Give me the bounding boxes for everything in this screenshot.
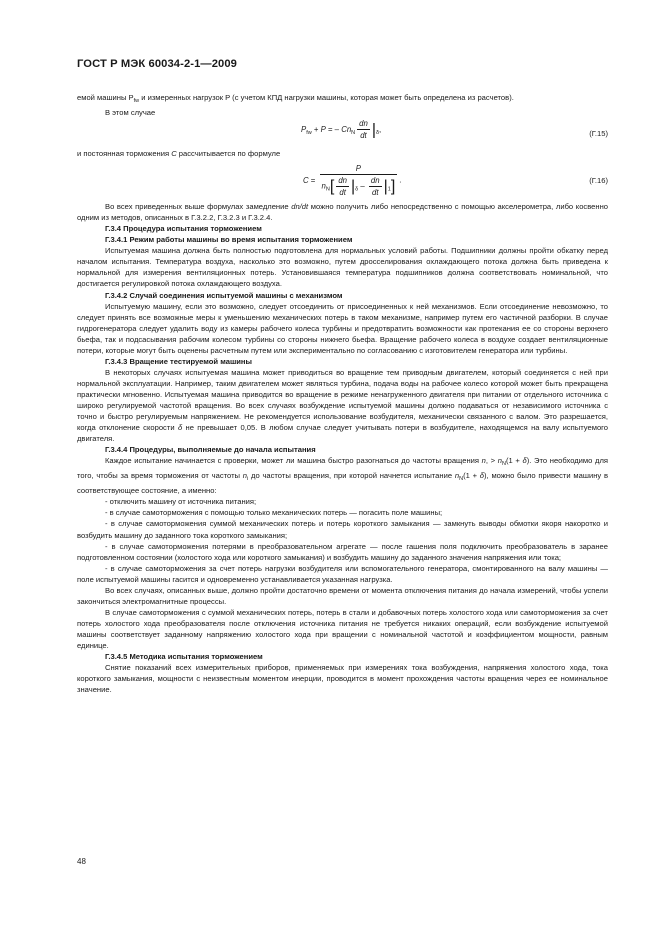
paragraph: Испытуемую машину, если это возможно, следует отсоединить от присоединенных к ней механизмов. Если отсоединение невозможно, то следует принять все возможные меры к уменьшению механических потерь в таком механизме, например путем его частичной разборки. В случае гидрогенератора следует удалить воду из камеры рабочего колеса турбины и предотвратить возможности как протекания ее со стороны верхнего бьефа, так и подсасывания рабочим колесом турбины со стороны нижнего бьефа. Вращение рабочего колеса в воздухе создает вентиляционные потери, которые могут быть оценены расчетным путем или экспериментально по согласованию с изготовителем генератора или турбины. xyxy=(77,301,608,355)
section-heading: Г.3.4.2 Случай соединения испытуемой машины с механизмом xyxy=(105,290,343,300)
formula-rhs: $|_\delta$, xyxy=(371,121,382,139)
paragraph: Во всех приведенных выше формулах замедление dn/dt можно получить либо непосредственно с помощью акселерометра, либо косвенно одним из методов, описанных в Г.3.2.2, Г.3.2.3 и Г.3.2.4. xyxy=(77,202,608,223)
document-header: ГОСТ Р МЭК 60034-2-1—2009 xyxy=(77,58,238,70)
paragraph: Снятие показаний всех измерительных приборов, применяемых при измерениях тока возбуждения, напряжения холостого хода, тока короткого замыкания, мощности с неизвестным моментом инерции, проводится в момент прохождения частоты вращения через ее номинальное значение. xyxy=(77,663,608,695)
list-item: - в случае самоторможения за счет потерь нагрузки возбудителя или вспомогательного генератора, смонтированного на валу машины — поле испытуемой машины гасится и одновременно устанавливается указанная нагрузка. xyxy=(77,563,608,584)
formula-g15 xyxy=(77,118,608,148)
paragraph: и постоянная торможения C рассчитывается по формуле xyxy=(77,149,281,159)
list-item: - в случае самоторможения суммой механических потерь и потерь короткого замыкания — замкнуть выводы обмотки якоря накоротко и возбудить машину до заданного тока короткого замыкания; xyxy=(77,519,608,540)
list-item: - в случае самоторможения с помощью только механических потерь — погасить поле машины; xyxy=(105,508,443,518)
paragraph: Каждое испытание начинается с проверки, может ли машина быстро разогнаться до частоты вращения n, > $n_N(1 + \delta)$. Это необходимо для того, чтобы за время торможения от частоты $n_i$ до частоты вращения, при которой начнется испытание $n_N(1 + \delta)$, можно было привести машину в соответствующее состояние, а именно: xyxy=(77,456,608,496)
paragraph: Во всех случаях, описанных выше, должно пройти достаточно времени от момента отключения питания до начала измерений, чтобы успели закончиться электромагнитные процессы. xyxy=(77,585,608,606)
section-heading: Г.3.4 Процедура испытания торможением xyxy=(105,224,262,234)
formula-lhs: $P_{fw} + P$ = – $Cn_N$ xyxy=(301,124,356,136)
paragraph: В этом случае xyxy=(105,108,156,118)
section-heading: Г.3.4.5 Методика испытания торможением xyxy=(105,652,263,662)
formula-fraction: P $n_N$[ $\frac{dn}{dt}$ $|_\delta$ – $\frac{dn}{dt}$ $|_1$] xyxy=(321,164,396,198)
formula-lhs: C = xyxy=(303,176,316,186)
document-body xyxy=(77,92,608,695)
formula-denominator: $n_N$[ $\frac{dn}{dt}$ $|_\delta$ – $\frac{dn}{dt}$ $|_1$] xyxy=(321,176,396,198)
equation-number: (Г.16) xyxy=(589,176,608,186)
paragraph: емой машины $P_{fw}$ и измеренных нагрузок P (с учетом КПД нагрузки машины, которая может быть определена из расчетов). xyxy=(77,93,514,104)
equation-number: (Г.15) xyxy=(589,129,608,139)
paragraph: Испытуемая машина должна быть полностью подготовлена для нормальных условий работы. Подшипники должны пройти обкатку перед началом испытания. Температура воздуха, насколько это возможно, путем дросселирования охлаждающего потока должна быть приведена к нормальной для измерения вентиляционных потерь. Установившаяся температура подшипников должна соответствовать номинальной, что достигается регулировкой потока охлаждающего воздуха. xyxy=(77,246,608,289)
paragraph: В некоторых случаях испытуемая машина может приводиться во вращение тем приводным двигателем, который соединяется с ней при нормальной эксплуатации. Например, таким двигателем может являться турбина, подача воды на рабочее колесо которой может быть прекращена практически мгновенно. Испытуемая машина приводится во вращение в режиме ненагруженного двигателя при питании от отдельного источника с широко регулируемой частотой вращения. Во всех случаях возбуждение испытуемой машины должно подаваться от независимого источника с точно и быстро регулируемым напряжением. Не рекомендуется использование возбудителя, механически связанного с валом. Это разрешается, когда отклонение скорости δ не превышает 0,05. В любом случае следует учитывать потери в возбудителе, находящемся на валу испытуемого двигателя. xyxy=(77,367,608,444)
page-number: 48 xyxy=(77,857,86,866)
section-heading: Г.3.4.1 Режим работы машины во время испытания торможением xyxy=(105,235,353,245)
formula-g16: C = P $n_N$[ $\frac{dn}{dt}$ $|_\delta$ – $\frac{dn}{dt}$ $|_1$] . (Г.16) xyxy=(303,164,608,198)
paragraph: В случае самоторможения с суммой механических потерь, потерь в стали и добавочных потерь холостого хода или самоторможения за счет потерь холостого хода преобразователя после отключения источника питания не требуется никаких операций, если возбуждение испытуемой машины соответствует заданному напряжению холостого хода при вращении с номинальной частотой и коэффициентом мощности, равным единице. xyxy=(77,607,608,650)
list-item: - в случае самоторможения потерями в преобразовательном агрегате — после гашения поля подключить преобразователь в заранее подготовленном состоянии (холостого хода или короткого замыкания) и возбудить машину до заданного значения напряжения или тока; xyxy=(77,541,608,562)
section-heading: Г.3.4.4 Процедуры, выполняемые до начала испытания xyxy=(105,445,316,455)
section-heading: Г.3.4.3 Вращение тестируемой машины xyxy=(105,356,253,366)
formula-fraction: $\frac{dn}{dt}$ xyxy=(359,119,368,141)
list-item: - отключить машину от источника питания; xyxy=(105,497,257,507)
